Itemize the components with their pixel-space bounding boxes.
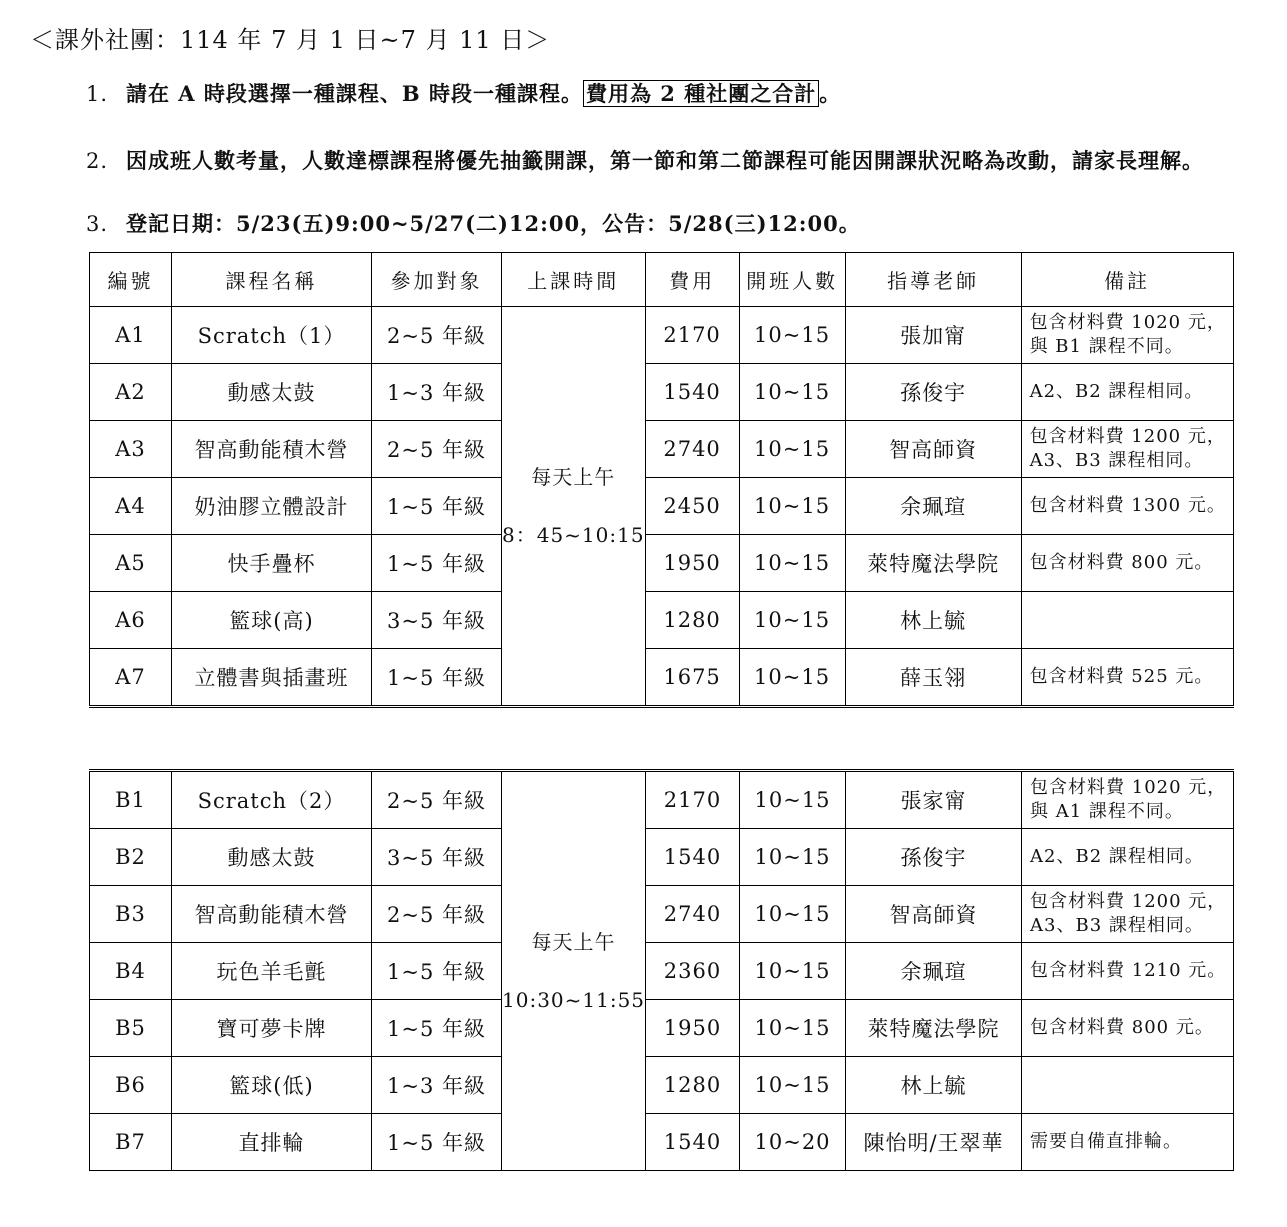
course-teacher: 林上毓 [846, 1057, 1022, 1114]
session-b-table [89, 769, 1234, 1171]
table-row [90, 364, 1234, 421]
course-grade: 3~5 年級 [372, 829, 502, 886]
course-remark: 包含材料費 1200 元，A3、B3 課程相同。 [1021, 421, 1233, 478]
course-name: 玩色羊毛氈 [172, 943, 372, 1000]
note-text: 登記日期：5/23(五)9:00~5/27(二)12:00，公告：5/28(三)12:00。 [126, 211, 861, 236]
table-header-row [90, 253, 1234, 307]
course-grade: 2~5 年級 [372, 421, 502, 478]
course-teacher: 余珮瑄 [846, 943, 1022, 1000]
table-row [90, 592, 1234, 649]
course-fee: 1280 [645, 592, 739, 649]
course-remark: 包含材料費 1210 元。 [1022, 943, 1234, 1000]
course-fee: 1540 [645, 364, 739, 421]
course-fee: 2170 [645, 307, 739, 364]
course-grade: 2~5 年級 [372, 771, 502, 829]
course-teacher: 余珮瑄 [845, 478, 1021, 535]
course-remark [1021, 592, 1233, 649]
course-teacher: 智高師資 [846, 886, 1022, 943]
course-id: A4 [90, 478, 172, 535]
header-fee: 費用 [645, 253, 739, 307]
table-row [90, 943, 1234, 1000]
course-class-size: 10~15 [739, 421, 845, 478]
course-fee: 1675 [645, 649, 739, 707]
note-tail: 。 [819, 81, 842, 106]
course-name: 智高動能積木營 [172, 421, 372, 478]
course-id: B2 [90, 829, 172, 886]
course-id: A6 [90, 592, 172, 649]
course-class-size: 10~15 [739, 307, 845, 364]
course-name: 智高動能積木營 [172, 886, 372, 943]
course-class-size: 10~15 [740, 1000, 846, 1057]
course-class-size: 10~15 [740, 1057, 846, 1114]
course-id: A5 [90, 535, 172, 592]
course-name: 動感太鼓 [172, 364, 372, 421]
table-row [90, 307, 1234, 364]
course-grade: 2~5 年級 [372, 886, 502, 943]
course-fee: 1950 [646, 1000, 740, 1057]
course-class-size: 10~15 [739, 649, 845, 707]
course-remark: 需要自備直排輪。 [1022, 1114, 1234, 1171]
session-a-table [89, 252, 1234, 708]
header-id: 編號 [90, 253, 172, 307]
course-name: 立體書與插畫班 [172, 649, 372, 707]
course-fee: 2450 [645, 478, 739, 535]
course-name: Scratch（2） [172, 771, 372, 829]
header-course-name: 課程名稱 [172, 253, 372, 307]
course-grade: 1~5 年級 [372, 649, 502, 707]
course-fee: 1950 [645, 535, 739, 592]
course-teacher: 萊特魔法學院 [845, 535, 1021, 592]
course-fee: 2170 [646, 771, 740, 829]
session-time [502, 307, 646, 707]
course-class-size: 10~15 [739, 592, 845, 649]
course-teacher: 孫俊宇 [845, 364, 1021, 421]
course-name: 奶油膠立體設計 [172, 478, 372, 535]
course-id: B4 [90, 943, 172, 1000]
note-number: 1. [86, 82, 109, 106]
note-boxed-text: 費用為 2 種社團之合計 [583, 80, 819, 107]
session-time-label: 每天上午 [531, 930, 616, 954]
course-name: 寶可夢卡牌 [172, 1000, 372, 1057]
course-class-size: 10~15 [740, 943, 846, 1000]
course-class-size: 10~15 [740, 771, 846, 829]
course-id: A3 [90, 421, 172, 478]
course-teacher: 智高師資 [845, 421, 1021, 478]
course-grade: 1~5 年級 [372, 535, 502, 592]
course-fee: 1540 [646, 1114, 740, 1171]
note-2 [86, 145, 1204, 175]
course-id: A1 [90, 307, 172, 364]
course-remark [1022, 1057, 1234, 1114]
course-name: 籃球(高) [172, 592, 372, 649]
course-remark: 包含材料費 800 元。 [1021, 535, 1233, 592]
course-remark: 包含材料費 1020 元，與 A1 課程不同。 [1022, 771, 1234, 829]
course-class-size: 10~15 [740, 886, 846, 943]
course-remark: 包含材料費 1020 元，與 B1 課程不同。 [1021, 307, 1233, 364]
course-class-size: 10~20 [740, 1114, 846, 1171]
course-fee: 1280 [646, 1057, 740, 1114]
course-id: B5 [90, 1000, 172, 1057]
session-time-label: 每天上午 [531, 465, 616, 489]
note-1 [86, 78, 841, 108]
course-class-size: 10~15 [739, 535, 845, 592]
course-remark: 包含材料費 525 元。 [1021, 649, 1233, 707]
table-row [90, 649, 1234, 707]
course-id: A7 [90, 649, 172, 707]
session-time [502, 771, 646, 1171]
session-time-range: 8：45~10:15 [502, 523, 645, 547]
course-grade: 2~5 年級 [372, 307, 502, 364]
table-row [90, 771, 1234, 829]
table-row [90, 886, 1234, 943]
course-name: 動感太鼓 [172, 829, 372, 886]
table-row [90, 478, 1234, 535]
table-row [90, 535, 1234, 592]
course-fee: 1540 [646, 829, 740, 886]
course-remark: 包含材料費 1300 元。 [1021, 478, 1233, 535]
course-grade: 1~5 年級 [372, 478, 502, 535]
course-remark: A2、B2 課程相同。 [1021, 364, 1233, 421]
course-id: B7 [90, 1114, 172, 1171]
course-grade: 1~3 年級 [372, 364, 502, 421]
course-id: B1 [90, 771, 172, 829]
course-teacher: 萊特魔法學院 [846, 1000, 1022, 1057]
course-name: 直排輪 [172, 1114, 372, 1171]
course-class-size: 10~15 [739, 364, 845, 421]
course-id: B6 [90, 1057, 172, 1114]
course-teacher: 林上毓 [845, 592, 1021, 649]
course-id: A2 [90, 364, 172, 421]
course-fee: 2740 [646, 886, 740, 943]
table-row [90, 1000, 1234, 1057]
header-remark: 備註 [1021, 253, 1233, 307]
course-grade: 1~3 年級 [372, 1057, 502, 1114]
course-remark: 包含材料費 1200 元，A3、B3 課程相同。 [1022, 886, 1234, 943]
course-fee: 2360 [646, 943, 740, 1000]
session-time-range: 10:30~11:55 [502, 988, 646, 1012]
course-name: 快手疊杯 [172, 535, 372, 592]
table-row [90, 1057, 1234, 1114]
course-grade: 1~5 年級 [372, 1114, 502, 1171]
course-teacher: 孫俊宇 [846, 829, 1022, 886]
header-class-size: 開班人數 [739, 253, 845, 307]
header-time: 上課時間 [502, 253, 646, 307]
note-number: 2. [86, 149, 109, 173]
header-teacher: 指導老師 [845, 253, 1021, 307]
course-remark: A2、B2 課程相同。 [1022, 829, 1234, 886]
course-teacher: 張家甯 [846, 771, 1022, 829]
note-3 [86, 208, 861, 238]
note-text: 請在 A 時段選擇一種課程、B 時段一種課程。 [126, 81, 583, 106]
course-teacher: 陳怡明/王翠華 [846, 1114, 1022, 1171]
course-fee: 2740 [645, 421, 739, 478]
course-teacher: 張加甯 [845, 307, 1021, 364]
course-name: 籃球(低) [172, 1057, 372, 1114]
course-class-size: 10~15 [739, 478, 845, 535]
header-grade: 參加對象 [372, 253, 502, 307]
page-title: ＜課外社團：114 年 7 月 1 日~7 月 11 日＞ [30, 26, 551, 54]
course-grade: 1~5 年級 [372, 1000, 502, 1057]
table-row [90, 829, 1234, 886]
course-id: B3 [90, 886, 172, 943]
note-text: 因成班人數考量，人數達標課程將優先抽籤開課，第一節和第二節課程可能因開課狀況略為改動，請家長理解。 [126, 148, 1204, 173]
course-remark: 包含材料費 800 元。 [1022, 1000, 1234, 1057]
course-class-size: 10~15 [740, 829, 846, 886]
table-row [90, 1114, 1234, 1171]
course-grade: 3~5 年級 [372, 592, 502, 649]
note-number: 3. [86, 212, 109, 236]
table-row [90, 421, 1234, 478]
course-name: Scratch（1） [172, 307, 372, 364]
course-teacher: 薛玉翎 [845, 649, 1021, 707]
course-grade: 1~5 年級 [372, 943, 502, 1000]
